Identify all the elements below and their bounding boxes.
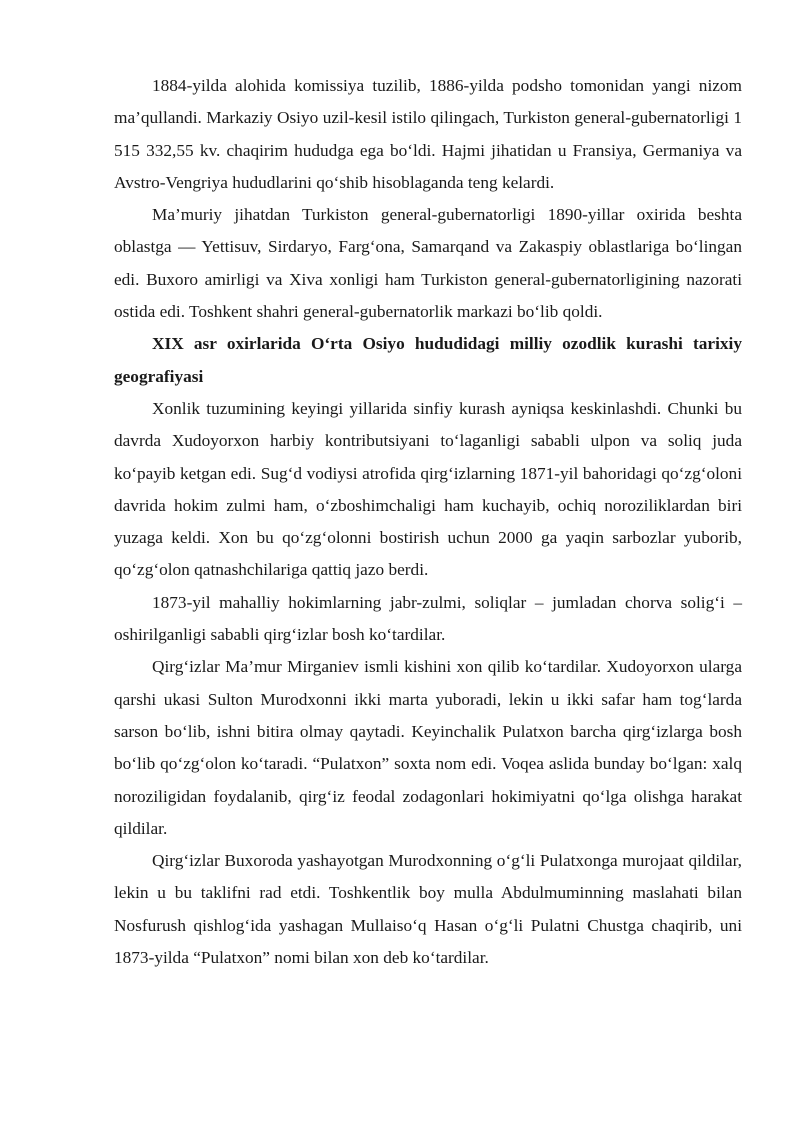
paragraph: 1884-yilda alohida komissiya tuzilib, 1886-yilda podsho tomonidan yangi nizom ma’qullandi. Markaziy Osiyo uzil-kesil istilo qilingach, Turkiston general-gubernatorligi 1 515 332,55 kv. chaqirim hududga ega bo‘ldi. Hajmi jihatidan u Fransiya, Germaniya va Avstro-Vengriya hududlarini qo‘shib hisoblaganda teng kelardi. <box>114 76 742 192</box>
paragraph: Xonlik tuzumining keyingi yillarida sinfiy kurash ayniqsa keskinlashdi. Chunki bu davrda Xudoyorxon harbiy kontributsiyani to‘laganligi sababli ulpon va soliq juda ko‘payib ketgan edi. Sug‘d vodiysi atrofida qirg‘izlarning 1871-yil bahoridagi qo‘zg‘oloni davrida hokim zulmi ham, o‘zboshimchaligi ham kuchayib, ochiq noroziliklardan biri yuzaga keldi. Xon bu qo‘zg‘olonni bostirish uchun 2000 ga yaqin sarbozlar yuborib, qo‘zg‘olon qatnashchilariga qattiq jazo berdi. <box>114 398 742 580</box>
paragraph: Ma’muriy jihatdan Turkiston general-gubernatorligi 1890-yillar oxirida beshta oblastga — Yettisuv, Sirdaryo, Farg‘ona, Samarqand va Zakaspiy oblastlariga bo‘lingan edi. Buxoro amirligi va Xiva xonligi ham Turkiston general-gubernatorligining nazorati ostida edi. Toshkent shahri general-gubernatorlik markazi bo‘lib qoldi. <box>114 205 742 322</box>
paragraph: 1873-yil mahalliy hokimlarning jabr-zulmi, soliqlar – jumladan chorva solig‘i – oshirilganligi sababli qirg‘izlar bosh ko‘tardilar. <box>114 592 742 645</box>
section-heading: XIX asr oxirlarida O‘rta Osiyo hududidagi milliy ozodlik kurashi tarixiy geografiyasi <box>114 334 742 386</box>
paragraph: Qirg‘izlar Buxoroda yashayotgan Murodxonning o‘g‘li Pulatxonga murojaat qildilar, lekin u bu taklifni rad etdi. Toshkentlik boy mulla Abdulmuminning maslahati bilan Nosfurush qishlog‘ida yashagan Mullaiso‘q Hasan o‘g‘li Pulatni Chustga chaqirib, uni 1873-yilda “Pulatxon” nomi bilan xon deb ko‘tardilar. <box>114 851 742 968</box>
paragraph: Qirg‘izlar Ma’mur Mirganiev ismli kishini xon qilib ko‘tardilar. Xudoyorxon ularga qarshi ukasi Sulton Murodxonni ikki marta yuboradi, lekin u ikki safar ham tog‘larda sarson bo‘lib, ishni bitira olmay qaytadi. Keyinchalik Pulatxon barcha qirg‘izlarga bosh bo‘lib qo‘zg‘olon ko‘taradi. “Pulatxon” soxta nom edi. Voqea aslida bunday bo‘lgan: xalq noroziligidan foydalanib, qirg‘iz feodal zodagonlari hokimiyatni qo‘lga olishga harakat qildilar. <box>114 657 742 838</box>
document-page <box>114 70 742 974</box>
